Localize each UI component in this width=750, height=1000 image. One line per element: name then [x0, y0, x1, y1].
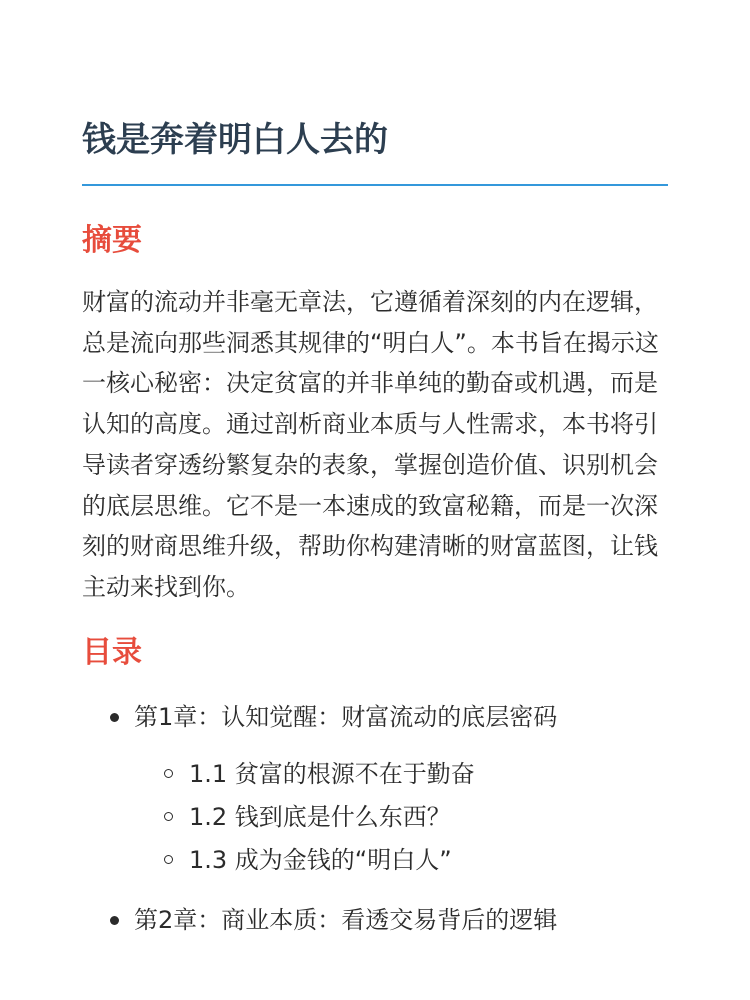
bullet-circle-icon: [164, 769, 173, 778]
title-divider: [82, 184, 668, 186]
toc-section-1-3[interactable]: [189, 843, 452, 877]
bullet-disc-icon: [110, 713, 119, 722]
summary-paragraph: 财富的流动并非毫无章法，它遵循着深刻的内在逻辑，总是流向那些洞悉其规律的“明白人”。本书旨在揭示这一核心秘密：决定贫富的并非单纯的勤奋或机遇，而是认知的高度。通过剖析商业本质与人性需求，本书将引导读者穿透纷繁复杂的表象，掌握创造价值、识别机会的底层思维。它不是一本速成的致富秘籍，而是一次深刻的财商思维升级，帮助你构建清晰的财富蓝图，让钱主动来找到你。: [82, 288, 659, 601]
toc-section-1-1[interactable]: [189, 757, 475, 791]
bullet-circle-icon: [164, 812, 173, 821]
toc-chapter-label: 第1章：认知觉醒：财富流动的底层密码: [134, 703, 558, 731]
toc-chapter-1[interactable]: [134, 700, 557, 734]
toc-heading: 目录: [82, 635, 142, 670]
toc-section-1-2[interactable]: [189, 800, 451, 834]
toc-chapter-2[interactable]: [134, 903, 557, 937]
toc-section-label: 1.2 钱到底是什么东西？: [189, 803, 451, 831]
summary-heading: 摘要: [82, 223, 142, 258]
toc-section-label: 1.1 贫富的根源不在于勤奋: [189, 760, 475, 788]
bullet-circle-icon: [164, 855, 173, 864]
document-title: 钱是奔着明白人去的: [82, 120, 388, 160]
toc-chapter-label: 第2章：商业本质：看透交易背后的逻辑: [134, 906, 558, 934]
toc-section-label: 1.3 成为金钱的“明白人”: [189, 846, 452, 874]
bullet-disc-icon: [110, 916, 119, 925]
